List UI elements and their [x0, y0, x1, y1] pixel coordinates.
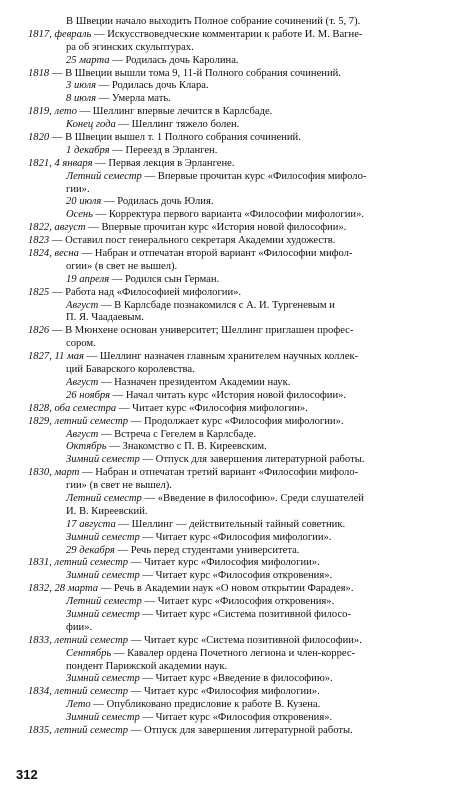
entry-text: ций Баварского королевства. [66, 364, 195, 376]
entry-date: 1829, летний семестр [28, 415, 129, 427]
entry-date: Зимний семестр [66, 531, 140, 543]
chronology-entry [28, 106, 456, 119]
chronology-entry [28, 416, 456, 429]
entry-date: 1830, март [28, 467, 80, 479]
chronology-subentry [28, 673, 456, 686]
entry-text: — Начал читать курс «История новой философии». [110, 389, 347, 401]
entry-text: — В Швеции вышел т. 1 Полного собрания сочинений. [49, 132, 301, 144]
chronology-entry [28, 235, 456, 248]
chronology-subentry [28, 699, 456, 712]
entry-date: Летний семестр [66, 492, 142, 504]
chronology-entry [28, 287, 456, 300]
entry-text: — Родился сын Герман. [109, 273, 220, 285]
chronology-subentry [28, 171, 456, 184]
entry-text: — Корректура первого варианта «Философии мифологии». [93, 209, 365, 221]
entry-text: — «Введение в философию». Среди слушателей [141, 492, 364, 504]
entry-text: — Набран и отпечатан второй вариант «Философии мифол- [78, 248, 353, 260]
entry-text: — В Швеции вышли тома 9, 11-й Полного собрания сочинений. [49, 67, 341, 79]
chronology-entry [28, 686, 456, 699]
entry-date: 17 августа [66, 518, 116, 530]
entry-date: 1831, летний семестр [28, 557, 129, 569]
chronology-subentry [28, 532, 456, 545]
chronology-subentry [28, 622, 456, 635]
entry-date: 1825 [28, 286, 50, 298]
entry-text: — Первая лекция в Эрлангене. [92, 157, 235, 169]
entry-date: 1826 [28, 325, 50, 337]
entry-date: Август [66, 428, 99, 440]
chronology-subentry [28, 16, 456, 29]
chronology-entry [28, 158, 456, 171]
chronology-subentry [28, 609, 456, 622]
chronology-subentry [28, 480, 456, 493]
entry-text: — Знакомство с П. В. Киреевским. [106, 441, 267, 453]
entry-date: Зимний семестр [66, 712, 140, 724]
entry-date: 1817, февраль [28, 28, 92, 40]
entry-date: Зимний семестр [66, 454, 140, 466]
entry-date: 8 июля [66, 93, 96, 105]
entry-date: 26 ноября [66, 389, 110, 401]
entry-text: — Шеллинг тяжело болен. [115, 119, 240, 131]
entry-text: — Речь перед студентами университета. [114, 544, 300, 556]
chronology-entry [28, 222, 456, 235]
entry-date: 1821, 4 января [28, 157, 93, 169]
entry-text: гии» (в свет не вышел). [66, 480, 172, 492]
chronology-entry [28, 248, 456, 261]
chronology-subentry [28, 390, 456, 403]
entry-text: — Умерла мать. [96, 93, 171, 105]
chronology-entry [28, 68, 456, 81]
entry-date: 1824, весна [28, 248, 79, 260]
entry-date: 1834, летний семестр [28, 686, 129, 698]
entry-text: — Читает курс «Философия мифологии». [128, 557, 320, 569]
entry-date: Зимний семестр [66, 608, 140, 620]
entry-text: — Продолжает курс «Философия мифологии». [128, 415, 344, 427]
chronology-entry [28, 557, 456, 570]
chronology-list [28, 16, 456, 738]
entry-text: — Шеллинг впервые лечится в Карлсбаде. [76, 106, 273, 118]
entry-date: 1833, летний семестр [28, 634, 129, 646]
entry-text: — Читает курс «Система позитивной философии». [128, 634, 362, 646]
entry-date: Август [66, 299, 99, 311]
entry-text: — Опубликовано предисловие к работе В. Кузена. [90, 699, 321, 711]
entry-text: — Шеллинг назначен главным хранителем научных коллек- [83, 351, 359, 363]
entry-text: — Работа над «Философией мифологии». [49, 286, 242, 298]
entry-text: В Швеции начало выходить Полное собрание сочинений (т. 5, 7). [66, 16, 361, 27]
entry-text: — Шеллинг — действительный тайный советник. [115, 518, 346, 530]
entry-text: И. В. Киреевский. [66, 505, 148, 517]
chronology-subentry [28, 570, 456, 583]
chronology-subentry [28, 338, 456, 351]
entry-text: — Читает курс «Философия мифологии». [128, 686, 320, 698]
entry-text: — В Мюнхене основан университет; Шеллинг приглашен профес- [49, 325, 354, 337]
entry-date: Летний семестр [66, 170, 142, 182]
entry-text: огии» (в свет не вышел). [66, 260, 178, 272]
page-number: 312 [16, 767, 38, 782]
entry-date: Летний семестр [66, 596, 142, 608]
chronology-subentry [28, 312, 456, 325]
chronology-subentry [28, 145, 456, 158]
entry-text: — Переезд в Эрланген. [109, 144, 218, 156]
entry-text: — Встреча с Гегелем в Карлсбаде. [98, 428, 257, 440]
entry-date: 1827, 11 мая [28, 351, 84, 363]
chronology-subentry [28, 712, 456, 725]
entry-date: 1820 [28, 132, 50, 144]
entry-text: — Родилась дочь Каролина. [109, 54, 239, 66]
chronology-subentry [28, 42, 456, 55]
entry-text: П. Я. Чаадаевым. [66, 312, 144, 324]
entry-text: — Назначен президентом Академии наук. [98, 376, 291, 388]
entry-date: 20 июля [66, 196, 102, 208]
chronology-subentry [28, 93, 456, 106]
entry-date: 1828, оба семестра [28, 402, 117, 414]
chronology-subentry [28, 377, 456, 390]
entry-text: — Родилась дочь Юлия. [101, 196, 214, 208]
entry-date: Зимний семестр [66, 570, 140, 582]
chronology-subentry [28, 196, 456, 209]
entry-date: Зимний семестр [66, 673, 140, 685]
chronology-subentry [28, 184, 456, 197]
entry-text: — Кавалер ордена Почетного легиона и член-коррес- [111, 647, 356, 659]
entry-date: 1818 [28, 67, 50, 79]
entry-date: 1823 [28, 235, 50, 247]
entry-text: — Отпуск для завершения литературной работы. [139, 454, 365, 466]
chronology-entry [28, 29, 456, 42]
chronology-subentry [28, 364, 456, 377]
entry-text: сором. [66, 338, 96, 350]
chronology-entry [28, 403, 456, 416]
chronology-subentry [28, 454, 456, 467]
entry-date: Август [66, 376, 99, 388]
entry-text: — Впервые прочитан курс «Философия мифоло- [141, 170, 367, 182]
chronology-subentry [28, 261, 456, 274]
chronology-subentry [28, 661, 456, 674]
entry-text: — Читает курс «Введение в философию». [139, 673, 333, 685]
chronology-entry [28, 132, 456, 145]
entry-text: — Речь в Академии наук «О новом открытии Фарадея». [98, 583, 354, 595]
entry-text: ра об эгинских скульптурах. [66, 41, 194, 53]
entry-text: — Читает курс «Философия мифологии». [139, 531, 332, 543]
chronology-subentry [28, 209, 456, 222]
entry-date: Сентябрь [66, 647, 112, 659]
chronology-entry [28, 351, 456, 364]
chronology-subentry [28, 596, 456, 609]
chronology-entry [28, 583, 456, 596]
entry-text: — Читает курс «Философия мифологии». [116, 402, 308, 414]
entry-date: 29 декабря [66, 544, 115, 556]
entry-text: — В Карлсбаде познакомился с А. И. Тургеневым и [98, 299, 335, 311]
entry-text: гии». [66, 183, 90, 195]
entry-date: 3 июля [66, 80, 96, 92]
entry-text: — Читает курс «Система позитивной филосо- [139, 608, 351, 620]
chronology-subentry [28, 506, 456, 519]
entry-text: — Отпуск для завершения литературной работы. [128, 724, 353, 736]
chronology-subentry [28, 55, 456, 68]
entry-date: 1835, летний семестр [28, 724, 129, 736]
entry-text: — Читает курс «Философия откровения». [139, 712, 333, 724]
chronology-entry [28, 725, 456, 738]
entry-date: Лето [66, 699, 91, 711]
entry-text: фии». [66, 621, 93, 633]
chronology-entry [28, 635, 456, 648]
entry-date: 1819, лето [28, 106, 77, 118]
entry-date: Осень [66, 209, 93, 221]
chronology-subentry [28, 429, 456, 442]
entry-date: Конец года [66, 119, 116, 131]
chronology-entry [28, 325, 456, 338]
chronology-subentry [28, 119, 456, 132]
entry-text: — Читает курс «Философия откровения». [141, 596, 335, 608]
entry-text: — Впервые прочитан курс «История новой философии». [85, 222, 347, 234]
chronology-entry [28, 467, 456, 480]
chronology-subentry [28, 493, 456, 506]
entry-text: пондент Парижской академии наук. [66, 660, 228, 672]
chronology-subentry [28, 648, 456, 661]
chronology-subentry [28, 441, 456, 454]
entry-text: — Родилась дочь Клара. [96, 80, 209, 92]
chronology-subentry [28, 519, 456, 532]
entry-date: 1 декабря [66, 144, 110, 156]
chronology-subentry [28, 274, 456, 287]
entry-text: — Набран и отпечатан третий вариант «Философии мифоло- [79, 467, 359, 479]
chronology-subentry [28, 300, 456, 313]
entry-date: 1832, 28 марта [28, 583, 99, 595]
entry-date: 1822, август [28, 222, 86, 234]
chronology-subentry [28, 545, 456, 558]
entry-text: — Оставил пост генерального секретаря Академии художеств. [49, 235, 336, 247]
entry-text: — Искусствоведческие комментарии к работе И. М. Вагне- [91, 28, 363, 40]
entry-date: 19 апреля [66, 273, 110, 285]
entry-date: 25 марта [66, 54, 110, 66]
chronology-subentry [28, 80, 456, 93]
entry-date: Октябрь [66, 441, 107, 453]
entry-text: — Читает курс «Философия откровения». [139, 570, 333, 582]
